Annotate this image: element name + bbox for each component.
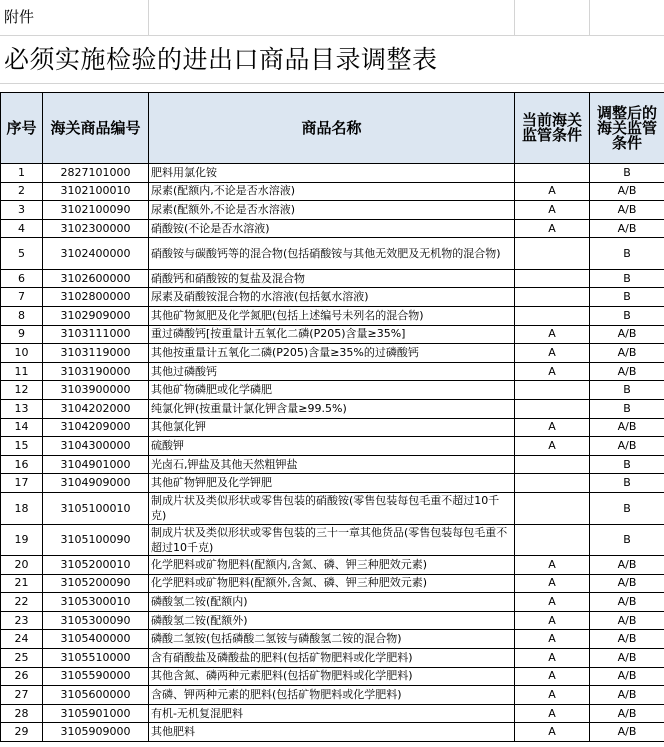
cell-current: A [515,201,590,220]
cell-name: 磷酸二氢铵(包括磷酸二氢铵与磷酸氢二铵的混合物) [149,630,515,649]
cell-adjusted: B [590,288,664,307]
table-row [1,723,664,742]
cell-seq: 3 [1,201,43,220]
cell-current: A [515,686,590,705]
cell-adjusted: A/B [590,362,664,381]
table-row [1,556,664,575]
cell-name: 硝酸铵(不论是否水溶液) [149,219,515,238]
table-row [1,344,664,363]
cell-code: 3103119000 [43,344,149,363]
cell-adjusted: A/B [590,219,664,238]
table-row [1,400,664,419]
cell-seq: 20 [1,556,43,575]
cell-seq: 29 [1,723,43,742]
table-row [1,437,664,456]
cell-seq: 7 [1,288,43,307]
cell-code: 3102800000 [43,288,149,307]
cell-name: 光卤石,钾盐及其他天然粗钾盐 [149,455,515,474]
cell-adjusted: A/B [590,344,664,363]
cell-seq: 12 [1,381,43,400]
table-row [1,182,664,201]
header-code: 海关商品编号 [43,93,149,164]
cell-seq: 22 [1,593,43,612]
cell-current: A [515,556,590,575]
table-row [1,381,664,400]
cell-name: 尿素(配额内,不论是否水溶液) [149,182,515,201]
cell-current: A [515,219,590,238]
table-row [1,288,664,307]
table-row [1,455,664,474]
table-row [1,704,664,723]
cell-adjusted: B [590,400,664,419]
cell-current [515,381,590,400]
table-row [1,574,664,593]
header-seq: 序号 [1,93,43,164]
cell-name: 制成片状及类似形状或零售包装的硝酸铵(零售包装每包毛重不超过10千克) [149,493,515,525]
cell-adjusted: B [590,307,664,326]
cell-code: 3102100010 [43,182,149,201]
cell-adjusted: A/B [590,686,664,705]
cell-seq: 9 [1,325,43,344]
attachment-label: 附件 [4,8,35,26]
cell-current: A [515,630,590,649]
commodity-table [0,92,664,742]
cell-adjusted: B [590,238,664,270]
cell-adjusted: B [590,524,664,556]
cell-current [515,238,590,270]
table-row [1,418,664,437]
cell-current [515,474,590,493]
cell-adjusted: A/B [590,667,664,686]
cell-current: A [515,611,590,630]
table-row [1,325,664,344]
cell-name: 硝酸钙和硝酸铵的复盐及混合物 [149,269,515,288]
cell-name: 含磷、钾两种元素的肥料(包括矿物肥料或化学肥料) [149,686,515,705]
cell-name: 尿素及硝酸铵混合物的水溶液(包括氨水溶液) [149,288,515,307]
header-adjusted: 调整后的海关监管条件 [590,93,664,164]
cell-seq: 5 [1,238,43,270]
cell-current: A [515,667,590,686]
cell-code: 3105400000 [43,630,149,649]
table-header-row [1,93,664,164]
cell-seq: 8 [1,307,43,326]
table-row [1,686,664,705]
cell-code: 3102300000 [43,219,149,238]
cell-code: 3104901000 [43,455,149,474]
cell-current: A [515,648,590,667]
cell-seq: 6 [1,269,43,288]
cell-current: A [515,593,590,612]
cell-code: 3102400000 [43,238,149,270]
cell-seq: 1 [1,164,43,183]
cell-seq: 14 [1,418,43,437]
cell-adjusted: B [590,164,664,183]
cell-name: 肥料用氯化铵 [149,164,515,183]
header-current: 当前海关监管条件 [515,93,590,164]
cell-name: 其他矿物磷肥或化学磷肥 [149,381,515,400]
cell-name: 其他过磷酸钙 [149,362,515,381]
cell-seq: 19 [1,524,43,556]
table-row [1,611,664,630]
cell-adjusted: A/B [590,648,664,667]
cell-seq: 26 [1,667,43,686]
cell-code: 3104202000 [43,400,149,419]
cell-code: 3104209000 [43,418,149,437]
cell-current [515,400,590,419]
cell-code: 3103900000 [43,381,149,400]
cell-code: 3105909000 [43,723,149,742]
cell-adjusted: B [590,474,664,493]
cell-current: A [515,723,590,742]
cell-code: 3105100090 [43,524,149,556]
cell-code: 3104909000 [43,474,149,493]
cell-code: 3105300090 [43,611,149,630]
cell-code: 3105300010 [43,593,149,612]
cell-code: 2827101000 [43,164,149,183]
cell-seq: 13 [1,400,43,419]
cell-name: 有机-无机复混肥料 [149,704,515,723]
table-body [1,164,664,742]
cell-adjusted: A/B [590,182,664,201]
cell-adjusted: B [590,269,664,288]
cell-current [515,288,590,307]
cell-name: 其他氯化钾 [149,418,515,437]
cell-code: 3103111000 [43,325,149,344]
cell-adjusted: B [590,381,664,400]
cell-code: 3103190000 [43,362,149,381]
cell-current [515,307,590,326]
cell-adjusted: A/B [590,556,664,575]
cell-name: 重过磷酸钙[按重量计五氧化二磷(P205)含量≥35%] [149,325,515,344]
table-row [1,362,664,381]
table-row [1,524,664,556]
cell-name: 磷酸氢二铵(配额外) [149,611,515,630]
cell-current: A [515,182,590,201]
cell-adjusted: B [590,455,664,474]
attachment-row [0,0,664,36]
cell-seq: 11 [1,362,43,381]
cell-current [515,269,590,288]
cell-adjusted: A/B [590,723,664,742]
cell-seq: 4 [1,219,43,238]
cell-current: A [515,418,590,437]
cell-name: 化学肥料或矿物肥料(配额内,含氮、磷、钾三种肥效元素) [149,556,515,575]
cell-seq: 25 [1,648,43,667]
table-row [1,238,664,270]
cell-current [515,455,590,474]
cell-code: 3105510000 [43,648,149,667]
cell-code: 3102100090 [43,201,149,220]
table-row [1,474,664,493]
cell-seq: 15 [1,437,43,456]
cell-current: A [515,437,590,456]
cell-code: 3105200090 [43,574,149,593]
table-row [1,307,664,326]
cell-name: 其他按重量计五氧化二磷(P205)含量≥35%的过磷酸钙 [149,344,515,363]
table-row [1,269,664,288]
cell-seq: 10 [1,344,43,363]
cell-adjusted: A/B [590,418,664,437]
cell-seq: 27 [1,686,43,705]
cell-adjusted: A/B [590,630,664,649]
cell-current [515,493,590,525]
cell-adjusted: A/B [590,704,664,723]
cell-seq: 28 [1,704,43,723]
cell-name: 尿素(配额外,不论是否水溶液) [149,201,515,220]
table-row [1,667,664,686]
cell-current [515,164,590,183]
cell-seq: 16 [1,455,43,474]
cell-seq: 2 [1,182,43,201]
cell-seq: 24 [1,630,43,649]
cell-name: 制成片状及类似形状或零售包装的三十一章其他货品(零售包装每包毛重不超过10千克) [149,524,515,556]
table-row [1,630,664,649]
cell-current: A [515,325,590,344]
cell-name: 硝酸铵与碳酸钙等的混合物(包括硝酸铵与其他无效肥及无机物的混合物) [149,238,515,270]
cell-code: 3105600000 [43,686,149,705]
table-row [1,493,664,525]
cell-code: 3105200010 [43,556,149,575]
cell-code: 3102909000 [43,307,149,326]
cell-adjusted: A/B [590,574,664,593]
cell-adjusted: A/B [590,593,664,612]
cell-seq: 17 [1,474,43,493]
cell-seq: 23 [1,611,43,630]
cell-name: 其他肥料 [149,723,515,742]
table-row [1,648,664,667]
cell-adjusted: A/B [590,325,664,344]
table-row [1,164,664,183]
cell-adjusted: A/B [590,437,664,456]
cell-name: 含有硝酸盐及磷酸盐的肥料(包括矿物肥料或化学肥料) [149,648,515,667]
cell-name: 纯氯化钾(按重量计氯化钾含量≥99.5%) [149,400,515,419]
cell-name: 其他矿物氮肥及化学氮肥(包括上述编号未列名的混合物) [149,307,515,326]
page-title: 必须实施检验的进出口商品目录调整表 [4,45,438,74]
table-row [1,219,664,238]
cell-name: 磷酸氢二铵(配额内) [149,593,515,612]
cell-current [515,524,590,556]
cell-code: 3104300000 [43,437,149,456]
cell-code: 3105901000 [43,704,149,723]
cell-seq: 18 [1,493,43,525]
cell-code: 3105590000 [43,667,149,686]
cell-current: A [515,704,590,723]
header-name: 商品名称 [149,93,515,164]
cell-current: A [515,344,590,363]
cell-code: 3105100010 [43,493,149,525]
cell-current: A [515,574,590,593]
cell-adjusted: A/B [590,611,664,630]
table-row [1,593,664,612]
cell-adjusted: A/B [590,201,664,220]
cell-adjusted: B [590,493,664,525]
cell-name: 硫酸钾 [149,437,515,456]
cell-code: 3102600000 [43,269,149,288]
cell-name: 化学肥料或矿物肥料(配额外,含氮、磷、钾三种肥效元素) [149,574,515,593]
cell-current: A [515,362,590,381]
cell-name: 其他含氮、磷两种元素肥料(包括矿物肥料或化学肥料) [149,667,515,686]
cell-seq: 21 [1,574,43,593]
cell-name: 其他矿物钾肥及化学钾肥 [149,474,515,493]
table-row [1,201,664,220]
